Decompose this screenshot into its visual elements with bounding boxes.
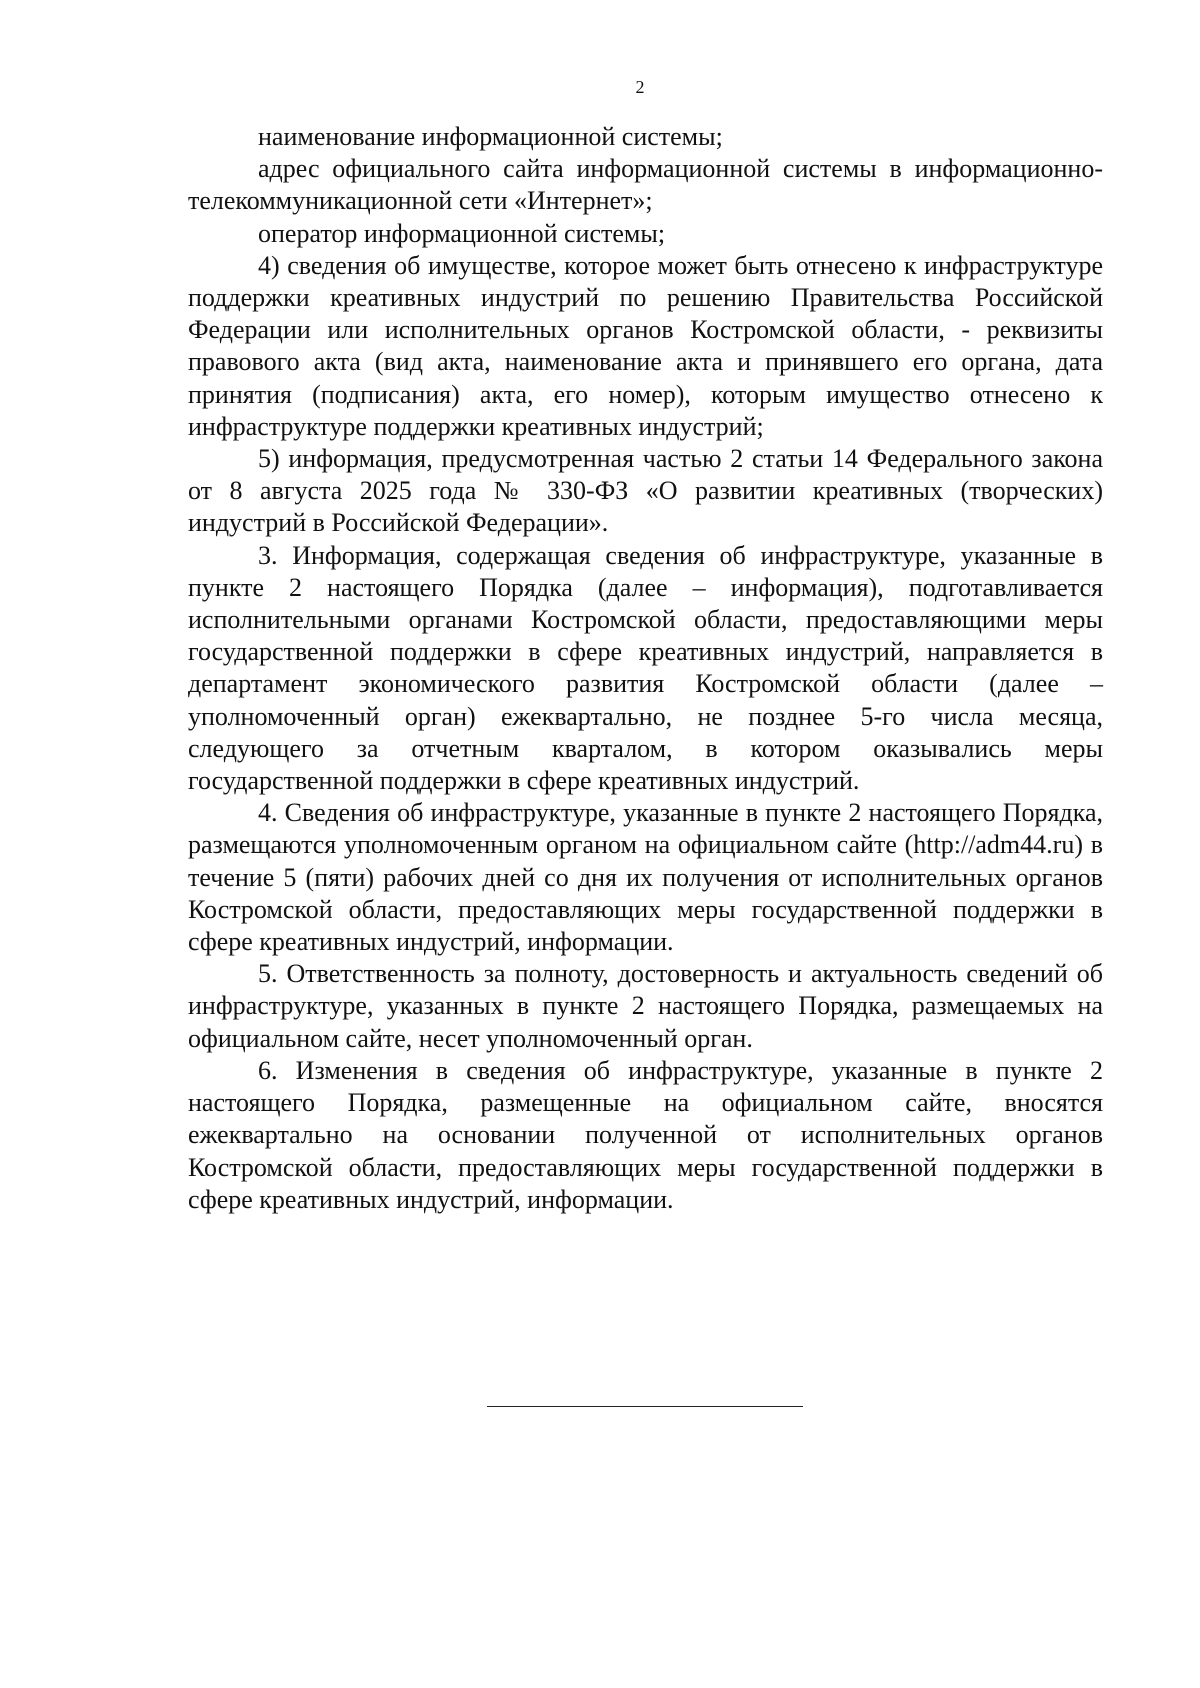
paragraph-site-address: адрес официального сайта информационной системы в информационно-телекоммуникационной сети «Интернет»; [188, 154, 1103, 216]
paragraph-item-5: 5) информация, предусмотренная частью 2 статьи 14 Федерального закона от 8 августа 2025 года № 330-ФЗ «О развитии креативных (творческих) индустрий в Российской Федерации». [188, 444, 1103, 538]
closing-divider [487, 1406, 803, 1407]
paragraph-clause-3: 3. Информация, содержащая сведения об инфраструктуре, указанные в пункте 2 настоящего Порядка (далее – информация), подготавливается исполнительными органами Костромской области, предоставляющими меры государственной поддержки в сфере креативных индустрий, направляется в департамент экономического развития Костромской области (далее – уполномоченный орган) ежеквартально, не позднее 5-го числа месяца, следующего за отчетным кварталом, в котором оказывались меры государственной поддержки в сфере креативных индустрий. [188, 540, 1103, 796]
page-number: 2 [635, 77, 645, 97]
paragraph-item-4: 4) сведения об имуществе, которое может быть отнесено к инфраструктуре поддержки креативных индустрий по решению Правительства Российской Федерации или исполнительных органов Костромской области, - реквизиты правового акта (вид акта, наименование акта и принявшего его органа, дата принятия (подписания) акта, его номер), которым имущество отнесено к инфраструктуре поддержки креативных индустрий; [188, 250, 1103, 441]
paragraph-operator: оператор информационной системы; [258, 218, 666, 248]
paragraph-clause-5: 5. Ответственность за полноту, достоверность и актуальность сведений об инфраструктуре, указанных в пункте 2 настоящего Порядка, размещаемых на официальном сайте, несет уполномоченный орган. [188, 959, 1103, 1053]
paragraph-is-name: наименование информационной системы; [258, 122, 723, 151]
document-body [188, 121, 1103, 1216]
paragraph-clause-4: 4. Сведения об инфраструктуре, указанные в пункте 2 настоящего Порядка, размещаются уполномоченным органом на официальном сайте (http://adm44.ru) в течение 5 (пяти) рабочих дней со дня их получения от исполнительных органов Костромской области, предоставляющих меры государственной поддержки в сфере креативных индустрий, информации. [188, 798, 1103, 957]
paragraph-clause-6: 6. Изменения в сведения об инфраструктуре, указанные в пункте 2 настоящего Порядка, размещенные на официальном сайте, вносятся ежеквартально на основании полученной от исполнительных органов Костромской области, предоставляющих меры государственной поддержки в сфере креативных индустрий, информации. [188, 1055, 1103, 1214]
